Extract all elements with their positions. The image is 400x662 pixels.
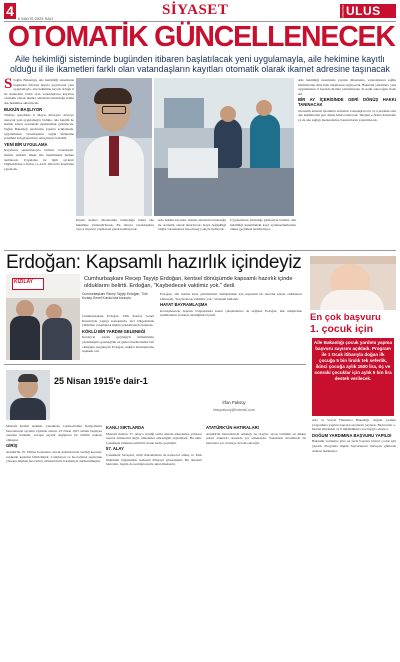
column-sub3: 57. ALAY xyxy=(106,446,124,452)
lead-headline: OTOMATİK GÜNCELLENECEK xyxy=(7,21,395,53)
sidebar-sub1: DOĞUM YARDIMINA BAŞVURU YAPILDI xyxy=(312,432,392,438)
sidebar-p1: Aile ve Sosyal Hizmetler Bakanlığı, doğum yardımı programına yapılan başvuru sayılarını paylaştı. Başvurular e-Devlet üzerinden ve il müdürlükleri aracılığıyla alınıyor. xyxy=(312,418,396,432)
lead-col1-sub1: BUGÜN BAŞLIYOR xyxy=(4,106,43,112)
lead-column-4 xyxy=(230,218,296,246)
erdogan-column-mid xyxy=(160,292,302,362)
paper-logo-small: KARAMAN xyxy=(341,5,344,18)
erdogan-deck: Cumhurbaşkanı Recep Tayyip Erdoğan, kentsel dönüşümde kapsamlı hazırlık içinde olduklarını belirtti. Erdoğan, "Kaybedecek vaktimiz yok." dedi. xyxy=(84,276,293,289)
column-author: İrfan Paksoy xyxy=(222,400,246,405)
middle-rule xyxy=(4,364,306,365)
column-sub4: ATATÜRK'ÜN HATIRALARI xyxy=(206,425,259,430)
lead-col2-p1: Kişiler ikamet adreslerinin bulunduğu ildeki aile hekimine yönlendirilecek. Bu süreçte vatandaşların ayrıca başvuru yapmasına gerek kalmayacak. xyxy=(76,218,154,232)
drop-cap: S xyxy=(4,78,13,92)
erdogan-column-left xyxy=(82,314,154,362)
lead-bottom-rule xyxy=(4,250,396,251)
sidebar-body xyxy=(312,418,396,658)
lead-col1-p1: Sağlık Bakanlığı, aile hekimliği sisteminde bugünden itibaren hayata geçirilecek yeni uygulamayla, aile hekimine kayıtlı olduğu il ile ikametleri farklı olan vatandaşların kayıtları otomatik olarak ikamet adresinin bulunduğu ildeki aile hekimine aktarılacak. xyxy=(4,78,74,105)
column-title: 25 Nisan 1915'e dair-1 xyxy=(54,376,148,386)
sidebar-headline-line2: 1. çocuk için xyxy=(310,323,374,335)
lead-photo-doctor xyxy=(76,78,152,216)
section-title: SİYASET xyxy=(162,2,229,18)
lead-col4-p1: Uygulamanın yürürlüğe girmesiyle birlikte, aile hekimliği sistemindeki kayıt uyumsuzluklarının önüne geçilmesi hedefleniyor. xyxy=(230,218,296,232)
column-email: irfanpaksoy@hotmail.com xyxy=(213,408,255,412)
sidebar-photo-baby xyxy=(310,256,396,310)
lead-right-column xyxy=(298,78,396,248)
lead-col3-p1: Aile hekimi kayıtları, ikamet adresinin bulunduğu ile otomatik olarak aktarılacak. Kayıt değişikliği bilgisi vatandaşlara kısa mesaj yoluyla iletilecek. xyxy=(158,218,226,232)
lead-col1-p2: Türkiye genelinde 6 Mayıs itibarıyla devreye alınacak yeni uygulamayla birlikte, aile hekimi ile ikamet adresi arasındaki uyumsuzluk giderilecek. Sağlık Bakanlığı tarafından yapılan açıklamada, uygulamanın vatandaşların sağlık hizmetine erişimini kolaylaştırmayı amaçladığı belirtildi. xyxy=(4,113,74,141)
paper-logo xyxy=(340,4,396,18)
column-sub1: GİRİŞ xyxy=(6,443,18,449)
issue-date: 6 MAYIS 2025 SALI xyxy=(18,16,54,21)
column-p2: Atatürk'ün 19. Tümen Komutanı olarak Arıburnu'nda verdiği kararlar, cephenin kaderini belirlemiştir. Conkbayırı ve Kocaçimen tepelerine yönelen düşman kuvvetleri, tümenin hızlı hareketiyle durdurulmuştur. xyxy=(6,449,102,464)
column-body-3 xyxy=(206,424,306,658)
sidebar-headline-line1: En çok başvuru xyxy=(310,312,381,323)
erdogan-headline: Erdoğan: Kapsamlı hazırlık içindeyiz xyxy=(6,252,302,273)
erdogan-mid-p1: Erdoğan, afet riskine karşı şehirlerimizi dönüştürmek için kapsamlı bir hazırlık içinde olduklarını belirterek, "Kaybedecek vaktimiz yok." ifadesini kullandı. xyxy=(160,292,302,301)
lead-right-sub1: BİR AY İÇERİSİNDE GERİ DÖNÜŞ HAKKI TANINACAK xyxy=(298,97,396,107)
column-p3: Mustafa Kemal, 57. Alay'a verdiği tarihi emirde askerlerine yalnızca taarruz etmelerini değil, ölmelerini emrettiğini söylemiştir. Bu emir, Çanakkale ruhunun sembolü olarak tarihe geçmiştir. xyxy=(106,431,202,445)
lead-col1-sub2: YENİ BİR UYGULAMA xyxy=(4,141,48,147)
column-body-2 xyxy=(106,424,202,658)
page-number: 4 xyxy=(4,3,16,19)
column-p1: Mustafa Kemal Atatürk, Çanakkale Cephesi'ndeki faaliyetlerini hatıralarında ayrıntılı biçimde anlatır. 25 Nisan 1915 sabahı başlayan çıkarma harekâtı, savaşın seyrini değiştiren bir dönüm noktası olmuştur. xyxy=(6,424,102,442)
erdogan-caption: Cumhurbaşkanı Recep Tayyip Erdoğan, Türk Kızılay Genel Kurulu'nda konuştu. xyxy=(82,292,148,301)
paper-logo-name: ULUS xyxy=(346,4,381,18)
column-body-1 xyxy=(6,424,102,658)
lead-col1-p3: Kayıtların aktarılmasıyla birlikte vatandaşlar, ikamet ettikleri ildeki aile hekiminden hizmet alabilecek. Uygulama ile ilgili ayrıntılı bilgilendirme e-Nabız ve ALO 184 hattı üzerinden yapılacak. xyxy=(4,148,74,171)
lead-right-p1: Aile hekimliği sisteminde yapılan düzenleme, vatandaşların sağlık hizmetlerine daha hızlı ulaşmasını sağlayacak. Bakanlık yetkilileri, yeni uygulamanın il bazında hizmet planlamasına da katkı sunacağını ifade etti. xyxy=(298,78,396,96)
sidebar-highlight: Aile Bakanlığı çocuk yardımı yapma başvuru sayısını açıkladı. Program ile 1 Ocak itibarıyla doğan ilk çocuğa 5 bin liralık tek seferlik, ikinci çocuğa aylık 1500 lira, üç ve sonraki çocuklar için aylık 5 bin lira destek verilecek. xyxy=(312,338,394,416)
erdogan-photo-sign: KIZILAY xyxy=(14,279,33,285)
lead-column-1 xyxy=(4,78,74,234)
lead-deck: Aile hekimliği sisteminde bugünden itibaren başlatılacak yeni uygulamayla, aile hekimine kayıtlı olduğu il ile ikametleri farklı olan vatandaşların kayıtları otomatik olarak ikamet adresine taşınacak xyxy=(10,54,390,74)
author-photo xyxy=(6,370,50,420)
sidebar-p2: Bakanlık verilerine göre en fazla başvuru birinci çocuk için yapıldı. Programa ilişkin başvuruların ilerleyen günlerde artması bekleniyor. xyxy=(312,439,396,453)
column-sub2: KANLI SIRTLARDA xyxy=(106,425,145,430)
erdogan-mid-sub: HAYAT BAYRAMLAŞMA xyxy=(160,302,208,308)
column-p4: Çanakkale Savaşları, milli mücadelenin de habercisi olmuş ve Türk milletinin bağımsızlık iradesini dünyaya göstermiştir. Bu destanın hatıraları, bugün de nesilden nesile aktarılmaktadır. xyxy=(106,452,202,467)
erdogan-left-p1: Cumhurbaşkanı Erdoğan, Türk Kızılay Genel Kurulu'nda yaptığı konuşmada, afet bölgelerinde yürütülen çalışmalara ilişkin açıklamalarda bulundu. xyxy=(82,314,154,328)
erdogan-photo xyxy=(6,274,80,360)
column-p5: Atatürk'ün hatıralarında anlattığı bu olaylar, savaş tarihinin en dikkat çekici anlatıları arasında yer almaktadır. Yazımızın devamında bu hatıralara yer vermeye devam edeceğiz. xyxy=(206,431,306,445)
lead-column-3 xyxy=(158,218,226,246)
sidebar-headline xyxy=(310,312,396,335)
erdogan-left-sub: KÖKLÜ BİR YARDIM GELENEĞİ xyxy=(82,328,146,334)
lead-photo-clinic xyxy=(154,78,294,216)
lead-column-2 xyxy=(76,218,154,246)
erdogan-left-p2: Kızılay'ın asırlık geçmişiyle milletimizin yardımlaşma geleneğinin en güzel örneklerinden biri olduğunu vurgulayan Erdoğan, teşkilat mensuplarına teşekkür etti. xyxy=(82,335,154,354)
erdogan-mid-p2: Konuşmasında deprem bölgesindeki konut çalışmalarına da değinen Erdoğan, hak sahiplerine teslimatların aralıksız sürdüğünü söyledi. xyxy=(160,308,302,318)
lead-right-p2: Otomatik aktarım işleminin ardından vatandaşlara bir ay içerisinde eski aile hekimlerine geri dönüş hakkı tanınacak. Talepler e-Nabız üzerinden ya da aile sağlığı merkezlerine başvurularak yapılabilecek. xyxy=(298,108,396,122)
